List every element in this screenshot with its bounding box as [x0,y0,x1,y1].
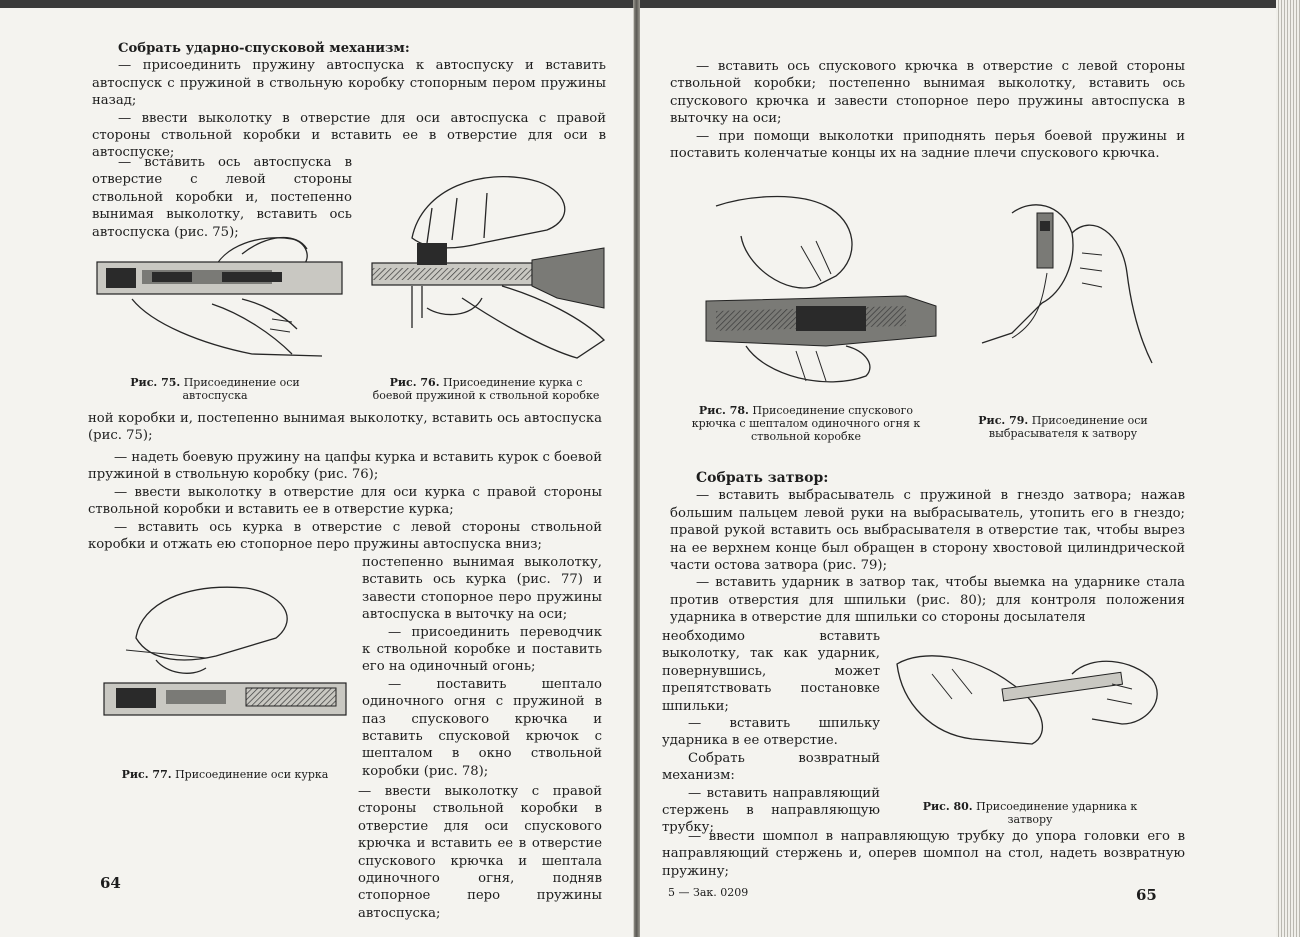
figure-77 [96,578,346,758]
left-text-continued [88,410,602,445]
paragraph: — вставить ось автоспуска в отверстие с левой стороны ствольной коробки и, постепенно вынимая выколотку, вставить ось автоспуска (рис. 75); [92,155,352,240]
figure-79 [952,193,1162,403]
right-bottom-text [662,828,1185,880]
caption-fig75: Рис. 75. Присоединение оси автоспуска [130,376,300,402]
paragraph: — вставить ось курка в отверстие с левой стороны ствольной коробки и отжать ею стопорное перо пружины автоспуска вниз; [88,519,602,553]
right-bolt-text [670,470,1185,627]
paragraph: — поставить шептало одиночного огня с пружиной в паз спускового крючка и вставить спусковой крючок с шепталом в окно ствольной коробки (рис. 78); [362,676,602,779]
paragraph: — присоединить переводчик к ствольной коробке и поставить его на одиночный огонь; [362,624,602,675]
paragraph: постепенно вынимая выколотку, вставить ось курка (рис. 77) и завести стопорное перо пружины автоспуска в выточку на оси; [362,555,602,623]
left-top-text [92,40,606,162]
paragraph: — вставить направляющий стержень в направляющую трубку; [662,785,880,836]
paragraph: — вставить выбрасыватель с пружиной в гнездо затвора; нажав большим пальцем левой руки на выбрасыватель, утопить его в гнездо; правой рукой вставить ось выбрасывателя в отверстие так, чтобы вырез на ее верхнем конце был обращен в сторону хвостовой цилиндрической части остова затвора (рис. 79); [670,488,1185,574]
page-edges [1276,0,1300,937]
left-text-wrap [92,154,352,240]
paragraph: — ввести выколотку с правой стороны ствольной коробки в отверстие для оси спускового крючка и вставить ее в отверстие спускового крючка и шептала одиночного огня, подняв стопорное перо пружины автоспуска; [358,784,602,921]
caption-fig77: Рис. 77. Присоединение оси курка [121,768,329,781]
right-side-text [662,628,880,837]
paragraph: — вставить ось спускового крючка в отверстие с левой стороны ствольной коробки; постепенно вынимая выколотку, вставить ось спускового крючка и завести стопорное перо пружины автоспуска в выточку на оси; [670,59,1185,127]
paragraph: — вставить шпильку ударника в ее отверстие. [662,716,880,749]
page-number-left: 64 [100,874,121,892]
figure-80 [892,644,1172,784]
footer-mark: 5 — Зак. 0209 [668,886,749,899]
return-heading: Собрать возвратный механизм: [662,750,880,784]
left-bottom-text [88,783,602,922]
right-page [640,8,1276,937]
caption-fig76: Рис. 76. Присоединение курка с боевой пружиной к ствольной коробке [372,376,600,402]
book-spine [633,0,640,937]
paragraph: — вставить ударник в затвор так, чтобы выемка на ударнике стала против отверстия для шпильки (рис. 80); для контроля положения ударника в отверстие для шпильки со стороны досылателя [670,575,1185,626]
left-side-text [362,554,602,780]
right-top-text [670,58,1185,162]
paragraph: — ввести шомпол в направляющую трубку до упора головки его в направляющий стержень и, оперев шомпол на стол, надеть возвратную пружину; [662,829,1185,879]
paragraph: — ввести выколотку в отверстие для оси автоспуска с правой стороны ствольной коробки и вставить ее в отверстие для оси в автоспуске; [92,110,606,161]
paragraph: — надеть боевую пружину на цапфы курка и вставить курок с боевой пружиной в ствольную коробку (рис. 76); [88,450,602,483]
paragraph: — при помощи выколотки приподнять перья боевой пружины и поставить коленчатые концы их на задние плечи спускового крючка. [670,128,1185,162]
bolt-heading: Собрать затвор: [696,470,829,486]
paragraph-continued: ной коробки и, постепенно вынимая выколотку, вставить ось автоспуска (рис. 75); [88,411,602,444]
paragraph: — присоединить пружину автоспуска к автоспуску и вставить автоспуск с пружиной в ствольную коробку стопорным пером пружины назад; [92,58,606,109]
caption-fig80: Рис. 80. Присоединение ударника к затвору [922,800,1138,826]
paragraph: — ввести выколотку в отверстие для оси курка с правой стороны ствольной коробки и вставить ее в отверстие курка; [88,484,602,518]
caption-fig78: Рис. 78. Присоединение спускового крючка с шепталом одиночного огня к ствольной коробке [691,404,921,443]
left-page [0,8,634,937]
caption-fig79: Рис. 79. Присоединение оси выбрасывателя к затвору [978,414,1148,440]
paragraph: необходимо вставить выколотку, так как ударник, повернувшись, может препятствовать постановке шпильки; [662,629,880,714]
left-heading: Собрать ударно-спусковой механизм: [118,41,410,56]
left-mid-text [88,449,602,553]
page-number-right: 65 [1136,886,1157,904]
figure-78 [706,186,936,396]
figure-75 [92,204,342,364]
figure-76 [372,168,604,368]
